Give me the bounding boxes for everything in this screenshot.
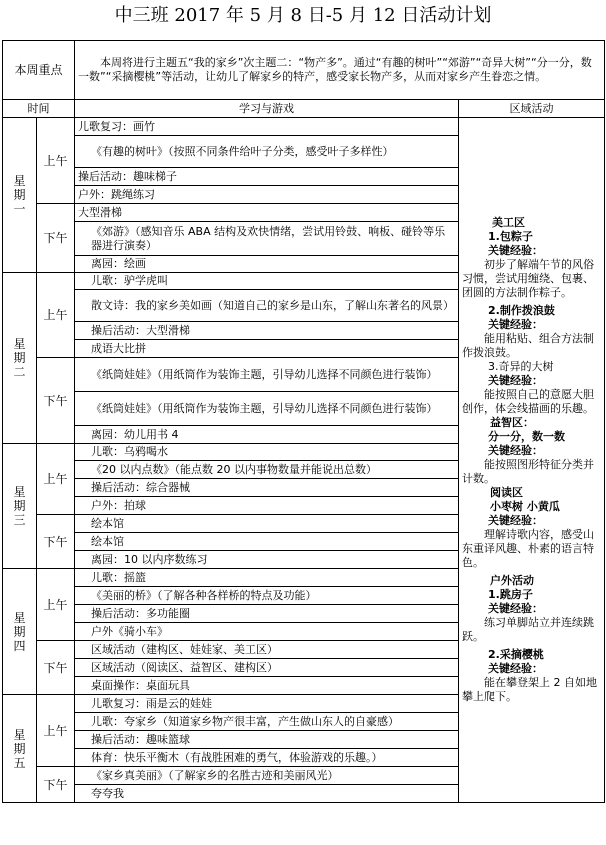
focus-label: 本周重点 bbox=[3, 41, 75, 100]
area-zone-title: 美工区 bbox=[492, 216, 526, 229]
day-label-thursday: 星 期 四 bbox=[3, 569, 37, 695]
day-label-friday: 星 期 五 bbox=[3, 695, 37, 803]
activity-item: 儿歌：夸家乡（知道家乡物产很丰富，产生做山东人的自豪感） bbox=[75, 713, 459, 731]
activity-plan-table bbox=[2, 40, 605, 803]
activity-item: 区域活动（建构区、娃娃家、美工区） bbox=[75, 641, 459, 659]
area-key-label: 关键经验： bbox=[488, 662, 544, 675]
activity-item: 户外：跳绳练习 bbox=[75, 186, 459, 204]
area-activity-title: 分一分，数一数 bbox=[488, 430, 566, 443]
half-label-am: 上午 bbox=[37, 695, 75, 767]
half-label-pm: 下午 bbox=[37, 358, 75, 444]
area-activity-text: 理解诗歌内容，感受山东重译风趣、朴素的语言特色。 bbox=[462, 528, 595, 569]
half-label-pm: 下午 bbox=[37, 515, 75, 569]
area-zone-title: 阅读区 bbox=[490, 486, 524, 499]
area-activity-title: 小枣树 小黄瓜 bbox=[490, 500, 560, 513]
area-activities bbox=[459, 118, 605, 803]
area-activity-title: 3.奇异的大树 bbox=[488, 360, 554, 373]
activity-item: 大型滑梯 bbox=[75, 204, 459, 222]
activity-item: 《有趣的树叶》（按照不同条件给叶子分类，感受叶子多样性） bbox=[75, 136, 459, 168]
half-label-am: 上午 bbox=[37, 273, 75, 358]
half-label-am: 上午 bbox=[37, 444, 75, 515]
header-study: 学习与游戏 bbox=[75, 100, 459, 118]
area-key-label: 关键经验： bbox=[488, 444, 544, 457]
half-label-pm: 下午 bbox=[37, 204, 75, 273]
area-activity-text: 能用粘贴、组合方法制作拨浪鼓。 bbox=[462, 332, 595, 359]
half-label-pm: 下午 bbox=[37, 767, 75, 803]
activity-item: 离园：幼儿用书 4 bbox=[75, 426, 459, 444]
page-title: 中三班 2017 年 5 月 8 日-5 月 12 日活动计划 bbox=[114, 5, 492, 26]
area-activity-title: 1.跳房子 bbox=[488, 588, 533, 601]
area-activity-title: 2.采摘樱桃 bbox=[488, 648, 544, 661]
header-area: 区域活动 bbox=[459, 100, 605, 118]
area-zone-title: 户外活动 bbox=[490, 574, 535, 587]
area-key-label: 关键经验： bbox=[488, 244, 544, 257]
activity-item: 绘本馆 bbox=[75, 533, 459, 551]
activity-item: 散文诗：我的家乡美如画（知道自己的家乡是山东，了解山东著名的风景） bbox=[75, 290, 459, 322]
activity-item: 《家乡真美丽》（了解家乡的名胜古迹和美丽风光） bbox=[75, 767, 459, 785]
activity-item: 《美丽的桥》（了解各种各样桥的特点及功能） bbox=[75, 587, 459, 605]
activity-item: 《纸筒娃娃》（用纸筒作为装饰主题，引导幼儿选择不同颜色进行装饰） bbox=[75, 392, 459, 426]
activity-item: 儿歌复习：画竹 bbox=[75, 118, 459, 136]
area-zone-title: 益智区： bbox=[490, 416, 535, 429]
activity-item: 操后活动：多功能圈 bbox=[75, 605, 459, 623]
activity-item: 儿歌：摇篮 bbox=[75, 569, 459, 587]
activity-item: 区域活动（阅读区、益智区、建构区） bbox=[75, 659, 459, 677]
activity-item: 操后活动：趣味梯子 bbox=[75, 168, 459, 186]
activity-item: 体育：快乐平衡木（有战胜困难的勇气，体验游戏的乐趣。） bbox=[75, 749, 459, 767]
activity-item: 《郊游》（感知音乐 ABA 结构及欢快情绪，尝试用铃鼓、响板、碰铃等乐器进行演奏） bbox=[75, 222, 459, 256]
activity-item: 桌面操作：桌面玩具 bbox=[75, 677, 459, 695]
area-activity-text: 练习单脚站立并连续跳跃。 bbox=[462, 616, 595, 643]
area-key-label: 关键经验： bbox=[488, 602, 544, 615]
activity-item: 户外《骑小车》 bbox=[75, 623, 459, 641]
activity-item: 成语大比拼 bbox=[75, 340, 459, 358]
day-label-monday: 星 期 一 bbox=[3, 118, 37, 273]
activity-item: 户外：拍球 bbox=[75, 497, 459, 515]
activity-item: 《20 以内点数》（能点数 20 以内事物数量并能说出总数） bbox=[75, 461, 459, 479]
area-activity-title: 1.包粽子 bbox=[488, 230, 533, 243]
activity-item: 离园：绘画 bbox=[75, 256, 459, 273]
activity-item: 夸夸我 bbox=[75, 785, 459, 803]
half-label-am: 上午 bbox=[37, 569, 75, 641]
activity-item: 操后活动：趣味篮球 bbox=[75, 731, 459, 749]
activity-item: 儿歌：驴学虎叫 bbox=[75, 273, 459, 290]
half-label-am: 上午 bbox=[37, 118, 75, 204]
activity-item: 儿歌：乌鸦喝水 bbox=[75, 444, 459, 461]
area-key-label: 关键经验： bbox=[488, 318, 544, 331]
activity-item: 《纸筒娃娃》（用纸筒作为装饰主题，引导幼儿选择不同颜色进行装饰） bbox=[75, 358, 459, 392]
area-activity-text: 能按照自己的意愿大胆创作，体会线描画的乐趣。 bbox=[462, 388, 595, 415]
activity-item: 绘本馆 bbox=[75, 515, 459, 533]
area-activity-title: 2.制作拨浪鼓 bbox=[488, 304, 555, 317]
activity-item: 操后活动：大型滑梯 bbox=[75, 322, 459, 340]
activity-item: 离园：10 以内序数练习 bbox=[75, 551, 459, 569]
activity-item: 操后活动：综合器械 bbox=[75, 479, 459, 497]
half-label-pm: 下午 bbox=[37, 641, 75, 695]
area-activity-text: 能在攀登架上 2 自如地攀上爬下。 bbox=[462, 676, 598, 703]
area-key-label: 关键经验： bbox=[488, 514, 544, 527]
day-label-wednesday: 星 期 三 bbox=[3, 444, 37, 569]
focus-text: 本周将进行主题五“我的家乡”次主题二：“物产多”。通过“有趣的树叶”“郊游”“奇异大树”“分一分，数一数”“采摘樱桃”等活动，让幼儿了解家乡的特产，感受家长物产多，从而对家乡产生眷恋之情。 bbox=[75, 41, 605, 100]
day-label-tuesday: 星 期 二 bbox=[3, 273, 37, 444]
area-key-label: 关键经验： bbox=[488, 374, 544, 387]
header-time: 时间 bbox=[3, 100, 75, 118]
area-activity-text: 初步了解端午节的风俗习惯，尝试用缠绕、包裹、团圆的方法制作粽子。 bbox=[462, 258, 595, 299]
activity-item: 儿歌复习：雨是云的娃娃 bbox=[75, 695, 459, 713]
area-activity-text: 能按照图形特征分类并计数。 bbox=[462, 458, 595, 485]
